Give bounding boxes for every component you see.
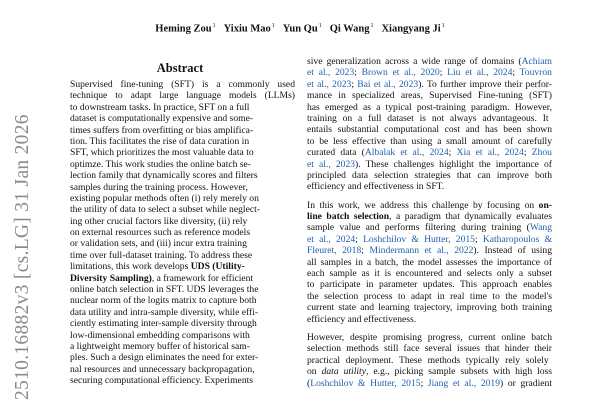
- author-affiliation-mark: 1: [271, 23, 275, 29]
- text-run: practical deployment. These methods typically rely solely: [307, 354, 549, 366]
- arxiv-id-text: 2510.16882v3 [cs.LG] 31 Jan 2026: [12, 114, 33, 400]
- text-run: ;: [361, 245, 370, 257]
- text-run: ;: [448, 147, 457, 159]
- text-line: [307, 200, 552, 211]
- text-run: the selection process to adapt in real time to the model's: [307, 290, 552, 302]
- text-run: curated data (: [307, 147, 365, 159]
- text-line: [70, 295, 295, 306]
- text-run: sample value and performs filtering during training (: [307, 222, 530, 234]
- text-line: [70, 273, 295, 284]
- text-line: [307, 234, 552, 245]
- text-line: [70, 261, 295, 272]
- text-run: nal resources and unnecessary backpropagation,: [70, 363, 255, 375]
- text-run: existing popular methods often (i) rely merely on: [70, 192, 259, 204]
- text-run: the utility of data to select a subset while neglect-: [70, 204, 260, 216]
- citation-link[interactable]: Jiang et al., 2019: [427, 377, 501, 389]
- author-name: Heming Zou$^1$: [155, 23, 216, 35]
- text-line: [307, 268, 552, 279]
- text-run: a lightweight memory buffer of historical sam-: [70, 340, 250, 352]
- text-run: has emerged as a typical post-training paradigm. However,: [307, 101, 552, 113]
- text-run: , a paradigm that dynamically evaluates: [389, 211, 552, 223]
- text-line: [70, 79, 295, 90]
- text-run: Supervised fine-tuning (SFT) is a commonly used: [70, 79, 295, 90]
- text-run: ). Instead of using: [473, 245, 552, 257]
- text-run: efficiency and effectiveness in SFT.: [307, 181, 445, 193]
- citation-link[interactable]: Achiam: [521, 56, 552, 67]
- text-run: on external resources such as reference models: [70, 227, 251, 239]
- text-run: or validation sets, and (iii) incur extra training: [70, 238, 247, 250]
- author-affiliation-mark: 1: [318, 23, 322, 29]
- text-run: each sample as it is encountered and selects only a subset: [307, 268, 552, 280]
- text-run: ). These challenges highlight the importance of: [355, 158, 552, 170]
- abstract-body: [70, 79, 295, 387]
- text-run: tion. This facilitates the rise of data curation in: [70, 135, 250, 147]
- text-line: [307, 314, 552, 325]
- author-name: Yun Qu$^1$: [282, 23, 322, 35]
- text-run: low-dimensional embedding comparisons with: [70, 329, 250, 341]
- text-line: [307, 56, 552, 67]
- text-line: [307, 113, 552, 124]
- text-run: training on a full dataset is not always advantageous. It: [307, 112, 549, 124]
- bold-text: UDS (Utility-: [190, 261, 245, 273]
- text-line: [307, 355, 552, 366]
- citation-link[interactable]: Brown et al., 2020: [361, 67, 440, 79]
- text-line: [70, 375, 295, 386]
- text-line: [307, 124, 552, 135]
- text-line: [307, 159, 552, 170]
- text-run: time over full-dataset training. To address these: [70, 249, 253, 261]
- text-line: [307, 170, 552, 181]
- text-line: [70, 250, 295, 261]
- text-run: ) or gradient: [500, 377, 552, 389]
- text-line: [70, 364, 295, 375]
- text-run: limitations, this work develops: [70, 261, 191, 273]
- text-run: , a framework for efficient: [151, 272, 254, 284]
- citation-link[interactable]: et al., 2023: [307, 78, 352, 90]
- text-run: SFT, which prioritizes the most valuable data to: [70, 147, 254, 159]
- text-run: , e.g., picking sample subsets with high loss: [365, 366, 553, 378]
- text-run: (: [307, 377, 311, 389]
- text-run: current state and learning trajectory, improving both training: [307, 302, 552, 314]
- text-line: [307, 257, 552, 268]
- citation-link[interactable]: Fleuret, 2018: [307, 245, 362, 257]
- text-run: principled data selection strategies that can improve both: [307, 169, 552, 181]
- text-line: [70, 159, 295, 170]
- text-line: [307, 67, 552, 78]
- text-run: dataset is computationally expensive and some-: [70, 113, 254, 125]
- text-line: [70, 307, 295, 318]
- text-run: all samples in a batch, the model assesses the importance of: [307, 256, 552, 268]
- text-line: [70, 216, 295, 227]
- text-line: [70, 227, 295, 238]
- text-run: data utility and intra-sample diversity, while effi-: [70, 306, 259, 318]
- citation-link[interactable]: Loshchilov & Hutter, 2015: [310, 377, 421, 389]
- text-run: ciently estimating inter-sample diversity through: [70, 318, 257, 330]
- text-line: [70, 193, 295, 204]
- citation-link[interactable]: Liu et al., 2024: [447, 67, 513, 79]
- text-run: ;: [354, 67, 362, 79]
- text-run: times suffers from overfitting or bias amplifica-: [70, 124, 254, 136]
- citation-link[interactable]: Albalak et al., 2024: [364, 147, 449, 159]
- citation-link[interactable]: et al., 2023: [307, 158, 356, 170]
- bold-text: line batch selection: [307, 211, 390, 223]
- text-run: ;: [439, 67, 448, 79]
- text-run: technique to adapt large language models (LLMs): [70, 90, 295, 102]
- arxiv-identifier-sidebar: [0, 35, 33, 400]
- citation-link[interactable]: Wang: [529, 222, 552, 234]
- text-run: to be less effective than using a small amount of carefully: [307, 135, 552, 147]
- citation-link[interactable]: Loshchilov & Hutter, 2015: [363, 233, 475, 245]
- text-run: on: [307, 366, 322, 378]
- text-line: [307, 222, 552, 233]
- text-line: [70, 284, 295, 295]
- citation-link[interactable]: et al., 2024: [307, 233, 356, 245]
- text-line: [307, 181, 552, 192]
- text-line: [307, 136, 552, 147]
- text-run: ;: [474, 233, 483, 245]
- text-run: ;: [420, 377, 428, 389]
- text-line: [307, 90, 552, 101]
- citation-link[interactable]: Xia et al., 2024: [456, 147, 524, 159]
- text-line: [70, 352, 295, 363]
- text-run: mance in specialized areas, Supervised Fine-tuning (SFT): [307, 90, 552, 102]
- text-run: ing other crucial factors like diversity, (ii) rely: [70, 215, 248, 227]
- text-run: ). To further improve their perfor-: [418, 78, 552, 90]
- text-run: selection methods still face several issues that hinder their: [307, 343, 552, 355]
- text-line: [307, 291, 552, 302]
- citation-link[interactable]: Mindermann et al., 2022: [369, 245, 474, 257]
- italic-text: data utility: [321, 366, 366, 378]
- text-line: [70, 170, 295, 181]
- text-line: [70, 125, 295, 136]
- bold-text: on-: [538, 199, 552, 211]
- text-run: sive generalization across a wide range of domains (: [307, 56, 522, 67]
- text-run: securing computational efficiency. Experiments: [70, 375, 254, 387]
- text-line: [70, 330, 295, 341]
- text-line: [70, 102, 295, 113]
- paragraph-break: [307, 193, 552, 200]
- text-line: [307, 332, 552, 343]
- text-run: samples during the training process. However,: [70, 181, 248, 193]
- abstract-heading: Abstract: [156, 61, 204, 75]
- text-run: optimze. This work studies the online batch se-: [70, 158, 252, 170]
- text-run: ;: [355, 233, 364, 245]
- text-run: entails substantial computational cost and has been shown: [307, 124, 552, 136]
- citation-link[interactable]: et al., 2023: [307, 67, 355, 79]
- author-name: Qi Wang$^1$: [329, 23, 374, 35]
- text-run: efficiency and effectiveness.: [307, 313, 417, 325]
- text-run: ples. Such a design eliminates the need for exter-: [70, 352, 259, 364]
- text-run: However, despite promising progress, current online batch: [307, 331, 552, 343]
- text-run: ;: [512, 67, 520, 79]
- bold-text: Diversity Sampling): [70, 272, 152, 284]
- text-run: online batch selection in SFT. UDS leverages the: [70, 284, 259, 296]
- paragraph-break: [307, 325, 552, 332]
- text-line: [307, 302, 552, 313]
- text-line: [307, 79, 552, 90]
- text-line: [70, 204, 295, 215]
- author-list: [0, 23, 600, 35]
- text-run: nuclear norm of the logits matrix to capture both: [70, 295, 257, 307]
- introduction-body: [307, 56, 552, 389]
- author-name: Yixiu Mao$^1$: [223, 23, 275, 35]
- citation-link[interactable]: Zhou: [531, 147, 552, 159]
- text-run: ;: [523, 147, 532, 159]
- author-affiliation-mark: 1: [441, 23, 445, 29]
- citation-link[interactable]: Bai et al., 2023: [357, 78, 419, 90]
- text-line: [307, 343, 552, 354]
- text-line: [70, 238, 295, 249]
- text-line: [70, 341, 295, 352]
- text-run: lection family that dynamically scores and filters: [70, 170, 258, 182]
- text-line: [70, 147, 295, 158]
- text-line: [70, 90, 295, 101]
- text-run: In this work, we address this challenge by focusing on: [307, 199, 539, 211]
- text-line: [70, 136, 295, 147]
- text-line: [70, 113, 295, 124]
- text-line: [307, 245, 552, 256]
- text-line: [307, 211, 552, 222]
- text-line: [307, 102, 552, 113]
- text-line: [307, 378, 552, 389]
- text-line: [307, 147, 552, 158]
- text-line: [307, 366, 552, 377]
- author-name: Xiangyang Ji$^1$: [381, 23, 445, 35]
- text-line: [70, 182, 295, 193]
- citation-link[interactable]: Katharopoulos &: [482, 233, 552, 245]
- text-line: [307, 279, 552, 290]
- text-line: [70, 318, 295, 329]
- text-run: to participate in parameter updates. This approach enables: [307, 279, 552, 291]
- text-run: ;: [351, 78, 358, 90]
- citation-link[interactable]: Touvron: [519, 67, 552, 79]
- author-affiliation-mark: 1: [370, 23, 374, 29]
- text-run: to downstream tasks. In practice, SFT on a full: [70, 101, 250, 113]
- author-affiliation-mark: 1: [212, 23, 216, 29]
